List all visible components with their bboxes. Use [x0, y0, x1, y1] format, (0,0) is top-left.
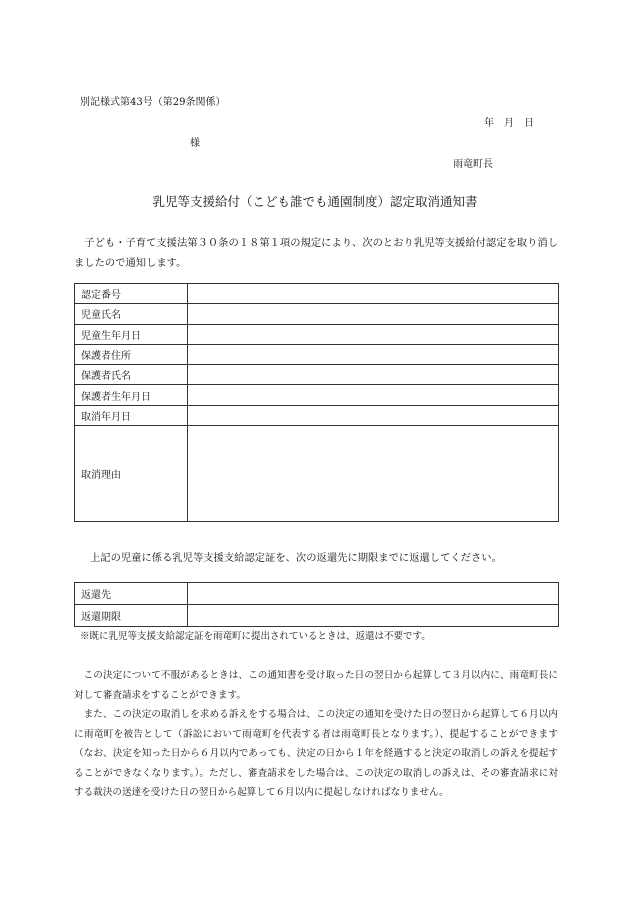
row-value	[188, 605, 559, 627]
table-row	[75, 284, 559, 304]
row-value	[188, 344, 559, 364]
row-value	[188, 583, 559, 605]
table-row	[75, 324, 559, 344]
table-row	[75, 385, 559, 405]
document-title: 乳児等支援給付（こども誰でも通園制度）認定取消通知書	[152, 194, 478, 209]
issuer-name: 雨竜町長	[453, 159, 493, 170]
table-row	[75, 365, 559, 385]
issue-date-line: 年 月 日	[484, 118, 534, 129]
row-label: 保護者生年月日	[75, 385, 188, 405]
appeal-paragraph: この決定について不服があるときは、この通知書を受け取った日の翌日から起算して３月以内に、雨竜町長に対して審査請求をすることができます。	[74, 670, 558, 701]
table-row	[75, 583, 559, 605]
row-label: 取消理由	[75, 426, 188, 522]
row-value	[188, 426, 559, 522]
row-label: 返還先	[75, 583, 188, 605]
row-label: 保護者氏名	[75, 365, 188, 385]
row-value	[188, 405, 559, 425]
lawsuit-paragraph: また、この決定の取消しを求める訴えをする場合は、この決定の通知を受けた日の翌日から起算して６月以内に雨竜町を被告として（訴訟において雨竜町を代表する者は雨竜町長となります。）、提起することができます（なお、決定を知った日から６月以内であっても、決定の日から１年を経過すると決定の取消しの訴えを提起することができなくなります。）。ただし、審査請求をした場合は、この決定の取消しの訴えは、その審査請求に対する裁決の送達を受けた日の翌日から起算して６月以内に提起しなければなりません。	[74, 709, 558, 798]
return-note: ※既に乳児等支援支給認定証を雨竜町に提出されているときは、返還は不要です。	[80, 631, 431, 642]
row-label: 児童氏名	[75, 304, 188, 324]
table-row	[75, 304, 559, 324]
row-label: 児童生年月日	[75, 324, 188, 344]
certification-table	[74, 283, 559, 522]
table-row	[75, 344, 559, 364]
appeal-notice	[74, 666, 558, 803]
row-label: 返還期限	[75, 605, 188, 627]
row-value	[188, 324, 559, 344]
row-value	[188, 304, 559, 324]
return-instruction: 上記の児童に係る乳児等支援支給認定証を、次の返還先に期限までに返還してください。	[90, 552, 502, 564]
table-row	[75, 426, 559, 522]
recipient-honorific: 様	[190, 138, 200, 149]
row-label: 取消年月日	[75, 405, 188, 425]
form-number-label: 別記様式第43号（第29条関係）	[80, 97, 226, 108]
row-value	[188, 365, 559, 385]
return-table	[74, 582, 559, 627]
row-label: 認定番号	[75, 284, 188, 304]
row-value	[188, 385, 559, 405]
row-value	[188, 284, 559, 304]
table-row	[75, 405, 559, 425]
row-label: 保護者住所	[75, 344, 188, 364]
intro-paragraph: 子ども・子育て支援法第３０条の１８第１項の規定により、次のとおり乳児等支援給付認定を取り消しましたので通知します。	[74, 237, 558, 269]
table-row	[75, 605, 559, 627]
